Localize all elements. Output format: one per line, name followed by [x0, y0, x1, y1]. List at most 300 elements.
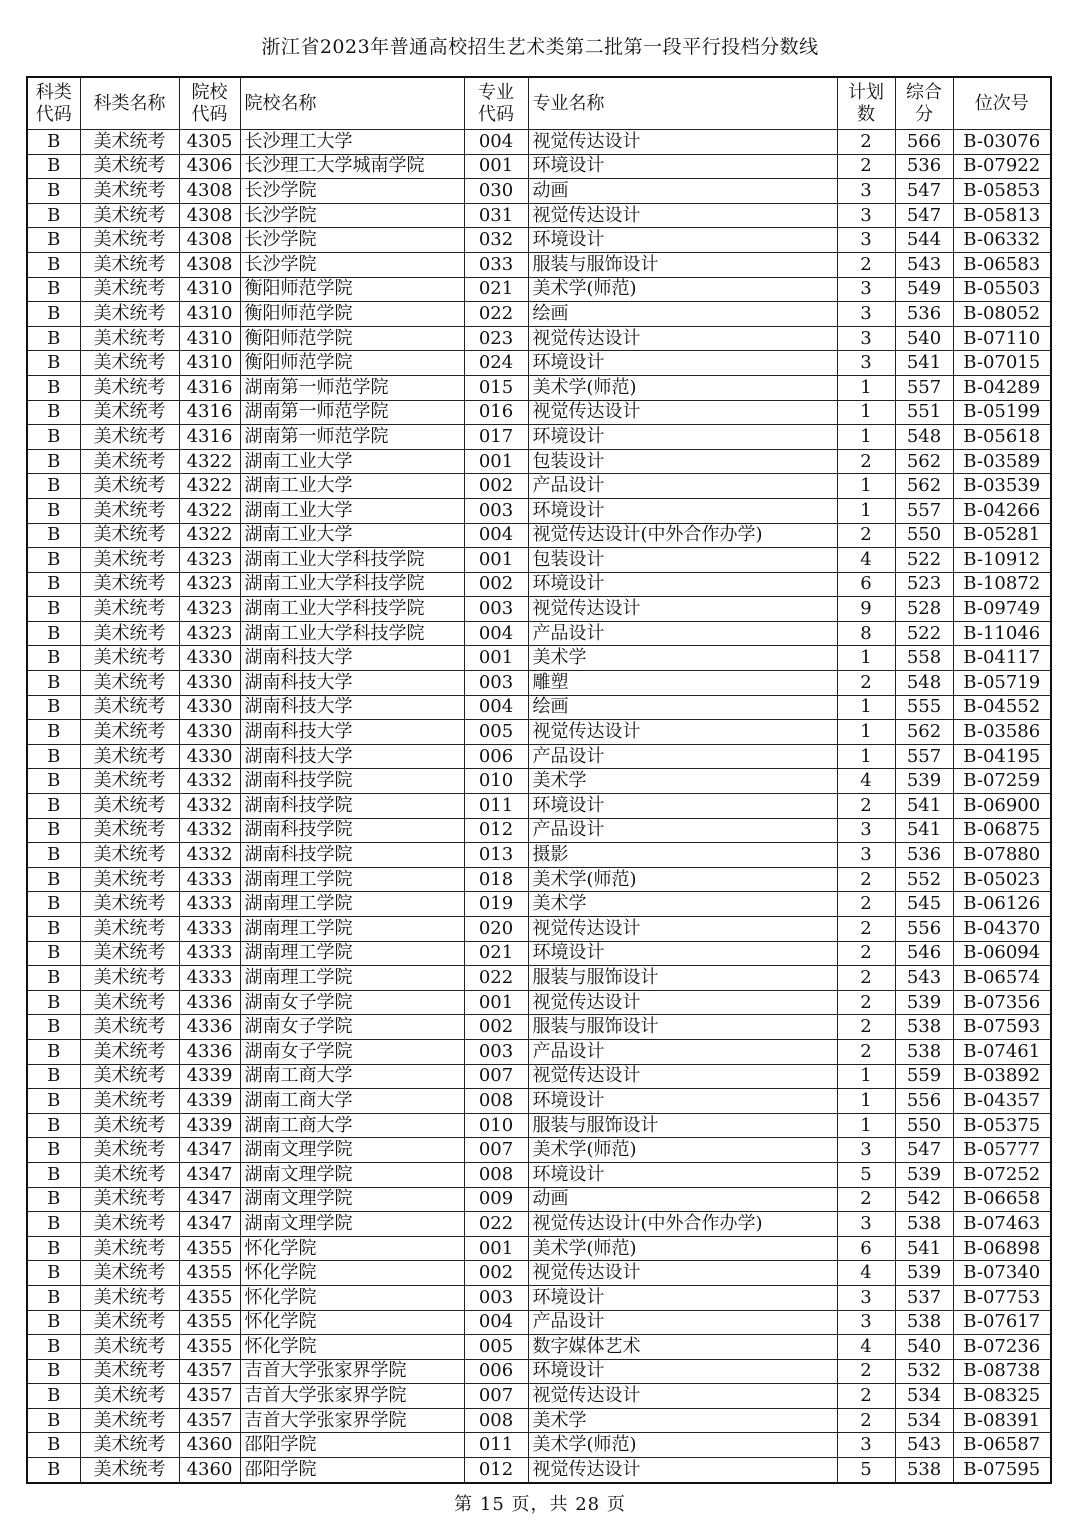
cell-major-name: 美术学(师范) — [528, 1433, 837, 1458]
table-row — [27, 302, 1051, 327]
table-row — [27, 203, 1051, 228]
cell-major-name: 摄影 — [528, 843, 837, 868]
header-text: 位次号 — [974, 92, 1029, 114]
cell-school-code: 4322 — [179, 523, 240, 548]
cell-rank-number: B-08325 — [953, 1384, 1051, 1409]
cell-school-code: 4339 — [179, 1064, 240, 1089]
cell-school-code: 4360 — [179, 1458, 240, 1483]
cell-category-name: 美术统考 — [80, 203, 179, 228]
cell-school-code: 4333 — [179, 966, 240, 991]
cell-category-code: B — [27, 621, 80, 646]
cell-school-code: 4357 — [179, 1384, 240, 1409]
cell-rank-number: B-04289 — [953, 375, 1051, 400]
cell-rank-number: B-07252 — [953, 1162, 1051, 1187]
cell-school-name: 湖南工业大学科技学院 — [240, 548, 464, 573]
cell-school-name: 长沙学院 — [240, 203, 464, 228]
table-row — [27, 277, 1051, 302]
cell-category-name: 美术统考 — [80, 130, 179, 155]
cell-rank-number: B-05023 — [953, 867, 1051, 892]
cell-rank-number: B-04195 — [953, 744, 1051, 769]
cell-rank-number: B-03586 — [953, 720, 1051, 745]
cell-plan-count: 2 — [837, 671, 895, 696]
cell-school-code: 4360 — [179, 1433, 240, 1458]
cell-school-code: 4323 — [179, 597, 240, 622]
cell-school-code: 4310 — [179, 277, 240, 302]
cell-major-code: 001 — [464, 449, 528, 474]
cell-category-code: B — [27, 252, 80, 277]
cell-school-code: 4308 — [179, 203, 240, 228]
cell-school-code: 4332 — [179, 843, 240, 868]
cell-category-code: B — [27, 326, 80, 351]
table-row — [27, 1064, 1051, 1089]
cell-major-code: 007 — [464, 1138, 528, 1163]
cell-category-name: 美术统考 — [80, 1212, 179, 1237]
cell-composite-score: 549 — [895, 277, 953, 302]
cell-category-code: B — [27, 990, 80, 1015]
cell-rank-number: B-07463 — [953, 1212, 1051, 1237]
cell-school-name: 湖南工商大学 — [240, 1064, 464, 1089]
cell-category-name: 美术统考 — [80, 1039, 179, 1064]
cell-category-name: 美术统考 — [80, 1359, 179, 1384]
cell-school-name: 湖南工业大学 — [240, 449, 464, 474]
cell-school-code: 4305 — [179, 130, 240, 155]
cell-major-name: 美术学 — [528, 769, 837, 794]
cell-rank-number: B-07356 — [953, 990, 1051, 1015]
cell-plan-count: 3 — [837, 818, 895, 843]
table-row — [27, 1187, 1051, 1212]
cell-category-code: B — [27, 1408, 80, 1433]
cell-category-name: 美术统考 — [80, 425, 179, 450]
cell-major-code: 001 — [464, 548, 528, 573]
cell-category-name: 美术统考 — [80, 966, 179, 991]
cell-major-name: 美术学(师范) — [528, 1138, 837, 1163]
cell-plan-count: 3 — [837, 1433, 895, 1458]
cell-category-name: 美术统考 — [80, 769, 179, 794]
cell-composite-score: 556 — [895, 1089, 953, 1114]
cell-school-name: 湖南科技学院 — [240, 769, 464, 794]
cell-rank-number: B-04552 — [953, 695, 1051, 720]
cell-school-code: 4332 — [179, 818, 240, 843]
table-row — [27, 523, 1051, 548]
cell-composite-score: 534 — [895, 1408, 953, 1433]
cell-category-code: B — [27, 400, 80, 425]
cell-major-name: 环境设计 — [528, 425, 837, 450]
cell-school-name: 长沙学院 — [240, 228, 464, 253]
header-text: 专业 代码 — [478, 81, 514, 125]
cell-category-name: 美术统考 — [80, 597, 179, 622]
cell-school-name: 怀化学院 — [240, 1261, 464, 1286]
cell-plan-count: 2 — [837, 966, 895, 991]
cell-category-name: 美术统考 — [80, 1015, 179, 1040]
cell-school-name: 衡阳师范学院 — [240, 326, 464, 351]
cell-rank-number: B-05503 — [953, 277, 1051, 302]
cell-school-name: 湖南工业大学科技学院 — [240, 572, 464, 597]
cell-school-name: 吉首大学张家界学院 — [240, 1384, 464, 1409]
cell-rank-number: B-10912 — [953, 548, 1051, 573]
cell-plan-count: 2 — [837, 794, 895, 819]
cell-plan-count: 3 — [837, 326, 895, 351]
cell-plan-count: 1 — [837, 1064, 895, 1089]
cell-composite-score: 558 — [895, 646, 953, 671]
cell-school-code: 4347 — [179, 1138, 240, 1163]
cell-major-code: 003 — [464, 1285, 528, 1310]
cell-composite-score: 536 — [895, 843, 953, 868]
cell-school-name: 湖南科技大学 — [240, 720, 464, 745]
cell-category-code: B — [27, 1162, 80, 1187]
cell-major-code: 004 — [464, 1310, 528, 1335]
cell-plan-count: 1 — [837, 425, 895, 450]
cell-plan-count: 4 — [837, 548, 895, 573]
header-category-name — [80, 77, 179, 130]
cell-category-name: 美术统考 — [80, 375, 179, 400]
cell-major-code: 017 — [464, 425, 528, 450]
cell-major-name: 环境设计 — [528, 228, 837, 253]
cell-school-name: 长沙学院 — [240, 179, 464, 204]
cell-category-code: B — [27, 597, 80, 622]
cell-category-name: 美术统考 — [80, 179, 179, 204]
table-row — [27, 425, 1051, 450]
cell-rank-number: B-05618 — [953, 425, 1051, 450]
header-major-code — [464, 77, 528, 130]
cell-major-code: 013 — [464, 843, 528, 868]
cell-major-name: 环境设计 — [528, 1089, 837, 1114]
cell-school-code: 4355 — [179, 1236, 240, 1261]
cell-major-code: 008 — [464, 1408, 528, 1433]
cell-rank-number: B-05281 — [953, 523, 1051, 548]
table-row — [27, 474, 1051, 499]
cell-major-code: 007 — [464, 1384, 528, 1409]
cell-category-code: B — [27, 1064, 80, 1089]
cell-major-name: 美术学(师范) — [528, 277, 837, 302]
cell-plan-count: 5 — [837, 1162, 895, 1187]
cell-composite-score: 547 — [895, 203, 953, 228]
cell-major-name: 产品设计 — [528, 621, 837, 646]
cell-composite-score: 537 — [895, 1285, 953, 1310]
cell-major-code: 011 — [464, 1433, 528, 1458]
table-row — [27, 1089, 1051, 1114]
cell-plan-count: 1 — [837, 498, 895, 523]
cell-school-name: 湖南工业大学 — [240, 474, 464, 499]
cell-composite-score: 522 — [895, 621, 953, 646]
cell-major-name: 视觉传达设计 — [528, 1261, 837, 1286]
cell-category-code: B — [27, 154, 80, 179]
cell-major-code: 010 — [464, 769, 528, 794]
cell-plan-count: 2 — [837, 941, 895, 966]
cell-major-name: 美术学 — [528, 1408, 837, 1433]
cell-composite-score: 536 — [895, 154, 953, 179]
table-row — [27, 228, 1051, 253]
cell-category-name: 美术统考 — [80, 671, 179, 696]
table-row — [27, 917, 1051, 942]
cell-school-code: 4336 — [179, 1039, 240, 1064]
cell-composite-score: 543 — [895, 1433, 953, 1458]
cell-school-code: 4357 — [179, 1359, 240, 1384]
cell-composite-score: 539 — [895, 990, 953, 1015]
cell-major-code: 004 — [464, 130, 528, 155]
cell-major-name: 环境设计 — [528, 351, 837, 376]
cell-major-code: 009 — [464, 1187, 528, 1212]
cell-major-name: 美术学(师范) — [528, 375, 837, 400]
cell-major-code: 003 — [464, 597, 528, 622]
table-row — [27, 1162, 1051, 1187]
cell-school-name: 衡阳师范学院 — [240, 351, 464, 376]
cell-school-name: 湖南工商大学 — [240, 1089, 464, 1114]
cell-composite-score: 543 — [895, 252, 953, 277]
cell-school-name: 湖南女子学院 — [240, 1015, 464, 1040]
table-row — [27, 1285, 1051, 1310]
cell-rank-number: B-07015 — [953, 351, 1051, 376]
cell-composite-score: 547 — [895, 1138, 953, 1163]
cell-rank-number: B-06094 — [953, 941, 1051, 966]
cell-rank-number: B-07617 — [953, 1310, 1051, 1335]
page-footer: 第 15 页，共 28 页 — [454, 1494, 626, 1515]
cell-category-code: B — [27, 425, 80, 450]
cell-rank-number: B-06875 — [953, 818, 1051, 843]
cell-category-name: 美术统考 — [80, 572, 179, 597]
cell-plan-count: 5 — [837, 1458, 895, 1483]
cell-major-code: 008 — [464, 1162, 528, 1187]
cell-category-code: B — [27, 1113, 80, 1138]
cell-category-code: B — [27, 179, 80, 204]
cell-plan-count: 3 — [837, 277, 895, 302]
cell-plan-count: 1 — [837, 720, 895, 745]
cell-major-code: 024 — [464, 351, 528, 376]
cell-school-name: 长沙理工大学 — [240, 130, 464, 155]
cell-school-name: 湖南科技大学 — [240, 671, 464, 696]
cell-school-code: 4330 — [179, 720, 240, 745]
cell-major-name: 美术学(师范) — [528, 1236, 837, 1261]
cell-school-name: 湖南理工学院 — [240, 917, 464, 942]
cell-category-code: B — [27, 1187, 80, 1212]
cell-school-code: 4308 — [179, 252, 240, 277]
table-row — [27, 867, 1051, 892]
cell-category-code: B — [27, 1433, 80, 1458]
cell-plan-count: 8 — [837, 621, 895, 646]
cell-composite-score: 562 — [895, 449, 953, 474]
cell-school-name: 湖南工商大学 — [240, 1113, 464, 1138]
cell-plan-count: 2 — [837, 917, 895, 942]
cell-composite-score: 541 — [895, 794, 953, 819]
table-row — [27, 794, 1051, 819]
table-row — [27, 1433, 1051, 1458]
cell-composite-score: 538 — [895, 1310, 953, 1335]
table-row — [27, 1408, 1051, 1433]
cell-category-name: 美术统考 — [80, 474, 179, 499]
cell-school-name: 湖南科技学院 — [240, 794, 464, 819]
cell-school-code: 4316 — [179, 375, 240, 400]
cell-school-name: 湖南理工学院 — [240, 941, 464, 966]
cell-rank-number: B-04117 — [953, 646, 1051, 671]
cell-major-name: 视觉传达设计 — [528, 990, 837, 1015]
cell-major-code: 012 — [464, 1458, 528, 1483]
cell-school-name: 邵阳学院 — [240, 1458, 464, 1483]
table-row — [27, 1359, 1051, 1384]
cell-category-code: B — [27, 1458, 80, 1483]
cell-major-name: 服装与服饰设计 — [528, 252, 837, 277]
cell-rank-number: B-04266 — [953, 498, 1051, 523]
cell-composite-score: 540 — [895, 1335, 953, 1360]
cell-plan-count: 4 — [837, 769, 895, 794]
cell-school-code: 4333 — [179, 867, 240, 892]
table-row — [27, 449, 1051, 474]
cell-major-name: 绘画 — [528, 302, 837, 327]
table-row — [27, 597, 1051, 622]
cell-school-name: 怀化学院 — [240, 1285, 464, 1310]
header-category-code — [27, 77, 80, 130]
cell-school-code: 4333 — [179, 917, 240, 942]
cell-school-code: 4310 — [179, 302, 240, 327]
cell-category-name: 美术统考 — [80, 794, 179, 819]
table-row — [27, 1113, 1051, 1138]
table-row — [27, 769, 1051, 794]
cell-composite-score: 539 — [895, 1261, 953, 1286]
cell-school-code: 4355 — [179, 1335, 240, 1360]
cell-plan-count: 2 — [837, 252, 895, 277]
cell-major-code: 005 — [464, 1335, 528, 1360]
cell-category-name: 美术统考 — [80, 1433, 179, 1458]
cell-school-code: 4310 — [179, 326, 240, 351]
cell-major-code: 022 — [464, 1212, 528, 1237]
cell-rank-number: B-07236 — [953, 1335, 1051, 1360]
cell-rank-number: B-07753 — [953, 1285, 1051, 1310]
table-row — [27, 966, 1051, 991]
cell-composite-score: 548 — [895, 425, 953, 450]
table-body — [27, 130, 1051, 1483]
cell-major-name: 环境设计 — [528, 1285, 837, 1310]
cell-category-name: 美术统考 — [80, 1064, 179, 1089]
cell-composite-score: 541 — [895, 818, 953, 843]
cell-major-code: 001 — [464, 154, 528, 179]
cell-school-name: 湖南科技学院 — [240, 818, 464, 843]
cell-major-code: 022 — [464, 302, 528, 327]
cell-category-name: 美术统考 — [80, 277, 179, 302]
cell-school-code: 4330 — [179, 646, 240, 671]
cell-school-code: 4306 — [179, 154, 240, 179]
cell-rank-number: B-05813 — [953, 203, 1051, 228]
cell-school-name: 湖南工业大学 — [240, 523, 464, 548]
cell-school-code: 4310 — [179, 351, 240, 376]
header-text: 综合 分 — [906, 81, 942, 125]
header-major-name — [528, 77, 837, 130]
header-composite-score — [895, 77, 953, 130]
cell-major-code: 023 — [464, 326, 528, 351]
cell-major-code: 002 — [464, 474, 528, 499]
cell-composite-score: 523 — [895, 572, 953, 597]
cell-school-code: 4316 — [179, 400, 240, 425]
cell-category-name: 美术统考 — [80, 1162, 179, 1187]
cell-category-code: B — [27, 818, 80, 843]
cell-plan-count: 2 — [837, 1359, 895, 1384]
table-row — [27, 941, 1051, 966]
cell-major-name: 视觉传达设计 — [528, 1458, 837, 1483]
cell-category-code: B — [27, 1039, 80, 1064]
cell-major-name: 视觉传达设计 — [528, 203, 837, 228]
table-row — [27, 818, 1051, 843]
cell-school-name: 吉首大学张家界学院 — [240, 1359, 464, 1384]
cell-rank-number: B-07340 — [953, 1261, 1051, 1286]
cell-major-name: 绘画 — [528, 695, 837, 720]
cell-school-name: 湖南工业大学科技学院 — [240, 621, 464, 646]
cell-plan-count: 1 — [837, 646, 895, 671]
cell-school-code: 4339 — [179, 1113, 240, 1138]
cell-school-code: 4355 — [179, 1285, 240, 1310]
table-row — [27, 351, 1051, 376]
header-plan-count — [837, 77, 895, 130]
cell-rank-number: B-06898 — [953, 1236, 1051, 1261]
cell-school-name: 吉首大学张家界学院 — [240, 1408, 464, 1433]
table-row — [27, 154, 1051, 179]
cell-composite-score: 538 — [895, 1039, 953, 1064]
table-row — [27, 671, 1051, 696]
cell-plan-count: 3 — [837, 1212, 895, 1237]
cell-category-code: B — [27, 1138, 80, 1163]
cell-composite-score: 536 — [895, 302, 953, 327]
cell-plan-count: 2 — [837, 1039, 895, 1064]
table-row — [27, 695, 1051, 720]
cell-category-code: B — [27, 671, 80, 696]
cell-school-code: 4336 — [179, 990, 240, 1015]
cell-school-code: 4308 — [179, 228, 240, 253]
cell-category-code: B — [27, 449, 80, 474]
cell-major-name: 包装设计 — [528, 548, 837, 573]
header-text: 科类名称 — [93, 92, 166, 114]
cell-major-name: 视觉传达设计 — [528, 597, 837, 622]
cell-school-name: 怀化学院 — [240, 1310, 464, 1335]
cell-plan-count: 6 — [837, 572, 895, 597]
cell-school-name: 湖南工业大学 — [240, 498, 464, 523]
cell-major-code: 006 — [464, 744, 528, 769]
cell-school-name: 湖南理工学院 — [240, 867, 464, 892]
table-header-row — [27, 77, 1051, 130]
cell-category-name: 美术统考 — [80, 400, 179, 425]
cell-rank-number: B-08052 — [953, 302, 1051, 327]
table-row — [27, 1236, 1051, 1261]
cell-composite-score: 539 — [895, 769, 953, 794]
cell-major-name: 视觉传达设计 — [528, 130, 837, 155]
cell-composite-score: 557 — [895, 375, 953, 400]
cell-composite-score: 543 — [895, 966, 953, 991]
cell-major-name: 服装与服饰设计 — [528, 1015, 837, 1040]
cell-major-code: 021 — [464, 277, 528, 302]
cell-category-code: B — [27, 720, 80, 745]
cell-major-name: 美术学 — [528, 646, 837, 671]
cell-category-code: B — [27, 917, 80, 942]
cell-category-code: B — [27, 302, 80, 327]
cell-composite-score: 539 — [895, 1162, 953, 1187]
cell-rank-number: B-07880 — [953, 843, 1051, 868]
score-table — [26, 76, 1052, 1484]
cell-composite-score: 534 — [895, 1384, 953, 1409]
cell-school-code: 4330 — [179, 671, 240, 696]
cell-category-code: B — [27, 646, 80, 671]
table-row — [27, 498, 1051, 523]
cell-rank-number: B-06126 — [953, 892, 1051, 917]
cell-category-code: B — [27, 351, 80, 376]
cell-rank-number: B-05375 — [953, 1113, 1051, 1138]
cell-major-code: 003 — [464, 498, 528, 523]
cell-category-code: B — [27, 1285, 80, 1310]
cell-school-name: 湖南文理学院 — [240, 1212, 464, 1237]
cell-major-name: 视觉传达设计 — [528, 326, 837, 351]
cell-category-name: 美术统考 — [80, 1384, 179, 1409]
cell-school-name: 湖南科技学院 — [240, 843, 464, 868]
table-row — [27, 1458, 1051, 1483]
cell-major-code: 004 — [464, 621, 528, 646]
cell-category-code: B — [27, 1212, 80, 1237]
cell-category-code: B — [27, 277, 80, 302]
table-row — [27, 843, 1051, 868]
cell-rank-number: B-05853 — [953, 179, 1051, 204]
